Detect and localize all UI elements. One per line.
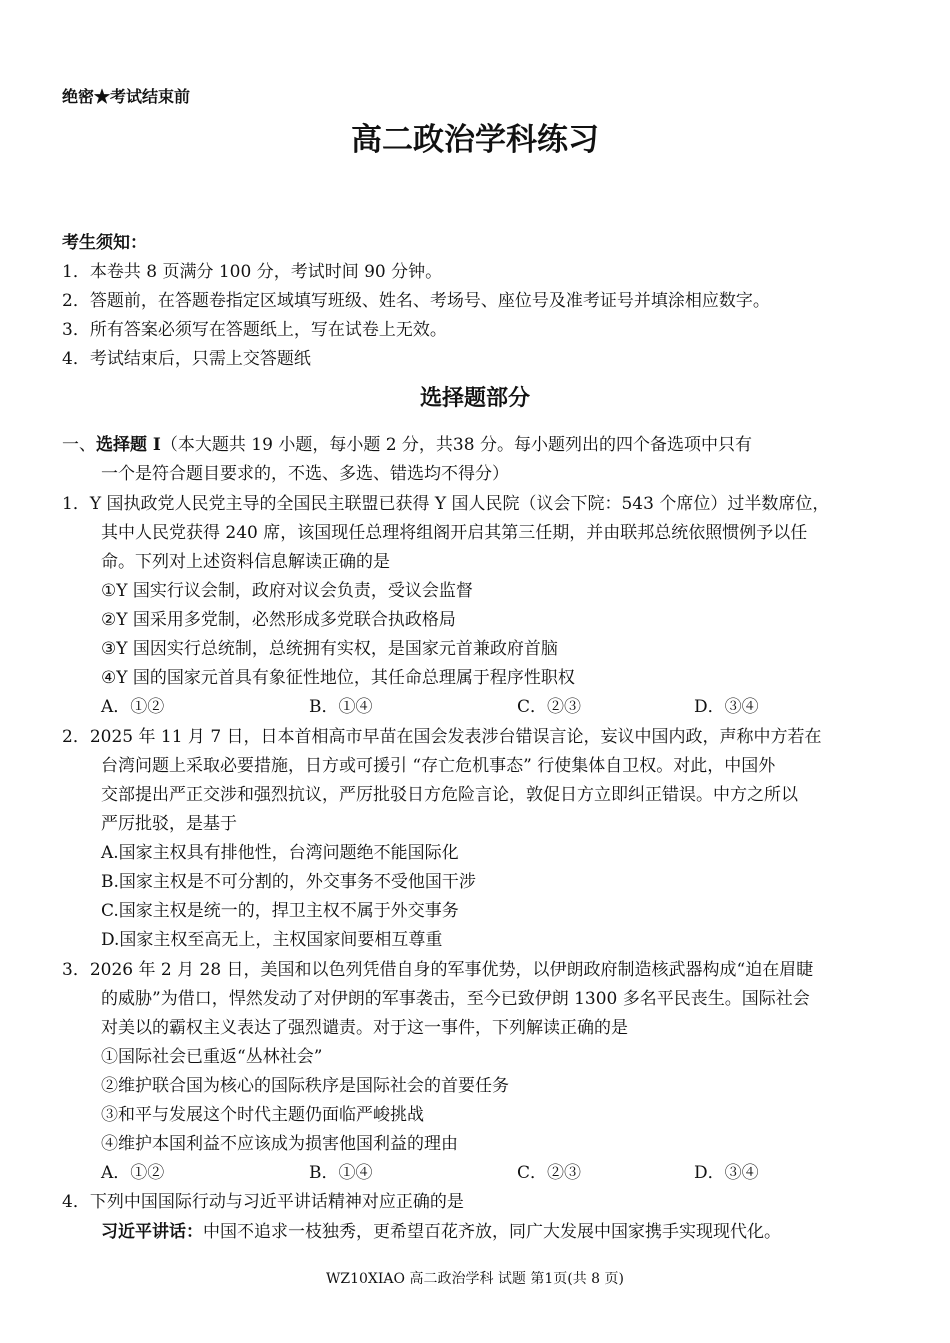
part-label: 选择题 Ⅰ xyxy=(96,435,161,455)
question-2-stem: 2．2025 年 11 月 7 日，日本首相高市早苗在国会发表涉台错误言论，妄议中国内政，声称中方若在 xyxy=(62,727,822,747)
question-2-stem: 台湾问题上采取必要措施，日方或可援引 “存亡危机事态” 行使集体自卫权。对此，中国外 xyxy=(101,756,776,776)
question-3-stem: 的威胁”为借口，悍然发动了对伊朗的军事袭击，至今已致伊朗 1300 多名平民丧生。国际社会 xyxy=(101,989,810,1009)
notice-item: 4．考试结束后，只需上交答题纸 xyxy=(62,349,311,369)
question-1-option-a: A．①② xyxy=(101,697,165,717)
notice-item: 3．所有答案必须写在答题纸上，写在试卷上无效。 xyxy=(62,320,447,340)
question-3-option-a: A．①② xyxy=(101,1163,165,1183)
notice-item: 2．答题前，在答题卷指定区域填写班级、姓名、考场号、座位号及准考证号并填涂相应数字。 xyxy=(62,291,770,311)
page-footer: WZ10XIAO 高二政治学科 试题 第1页(共 8 页) xyxy=(325,1271,624,1287)
notice-item: 1．本卷共 8 页满分 100 分，考试时间 90 分钟。 xyxy=(62,262,443,282)
question-1-statement: ③Y 国因实行总统制，总统拥有实权，是国家元首兼政府首脑 xyxy=(101,639,558,659)
question-3-statement: ②维护联合国为核心的国际秩序是国际社会的首要任务 xyxy=(101,1076,509,1096)
question-1-statement: ②Y 国采用多党制，必然形成多党联合执政格局 xyxy=(101,610,456,630)
question-1-stem: 命。下列对上述资料信息解读正确的是 xyxy=(101,552,390,572)
speech-label: 习近平讲话： xyxy=(101,1222,203,1242)
question-1-stem: 1．Y 国执政党人民党主导的全国民主联盟已获得 Y 国人民院（议会下院：543 个席位）过半数席位， xyxy=(62,494,830,514)
question-2-stem: 严厉批驳，是基于 xyxy=(101,814,237,834)
question-4-speech xyxy=(101,1217,781,1242)
part-prefix: 一、 xyxy=(62,435,96,455)
question-3-stem: 3．2026 年 2 月 28 日，美国和以色列凭借自身的军事优势，以伊朗政府制造核武器构成“迫在眉睫 xyxy=(62,960,814,980)
question-4-stem: 4．下列中国国际行动与习近平讲话精神对应正确的是 xyxy=(62,1192,464,1212)
question-2-option-a: A.国家主权具有排他性，台湾问题绝不能国际化 xyxy=(101,843,459,863)
part-description: （本大题共 19 小题，每小题 2 分，共38 分。每小题列出的四个备选项中只有 xyxy=(160,435,752,455)
question-1-statement: ④Y 国的国家元首具有象征性地位，其任命总理属于程序性职权 xyxy=(101,668,575,688)
question-2-option-b: B.国家主权是不可分割的，外交事务不受他国干涉 xyxy=(101,872,476,892)
question-3-option-c: C．②③ xyxy=(517,1163,582,1183)
question-3-statement: ①国际社会已重返“丛林社会” xyxy=(101,1047,323,1067)
question-3-statement: ④维护本国利益不应该成为损害他国利益的理由 xyxy=(101,1134,458,1154)
confidential-mark: 绝密★考试结束前 xyxy=(62,87,191,106)
question-3-statement: ③和平与发展这个时代主题仍面临严峻挑战 xyxy=(101,1105,424,1125)
question-2-option-d: D.国家主权至高无上，主权国家间要相互尊重 xyxy=(101,930,443,950)
question-2-option-c: C.国家主权是统一的，捍卫主权不属于外交事务 xyxy=(101,901,459,921)
question-3-stem: 对美以的霸权主义表达了强烈谴责。对于这一事件，下列解读正确的是 xyxy=(101,1018,628,1038)
part-header xyxy=(62,430,752,455)
question-1-option-d: D．③④ xyxy=(694,697,759,717)
question-3-option-b: B．①④ xyxy=(309,1163,373,1183)
question-1-option-b: B．①④ xyxy=(309,697,373,717)
question-3-option-d: D．③④ xyxy=(694,1163,759,1183)
speech-text: 中国不追求一枝独秀，更希望百花齐放，同广大发展中国家携手实现现代化。 xyxy=(203,1222,781,1242)
question-1-stem: 其中人民党获得 240 席，该国现任总理将组阁开启其第三任期，并由联邦总统依照惯例予以任 xyxy=(101,523,808,543)
question-1-statement: ①Y 国实行议会制，政府对议会负责，受议会监督 xyxy=(101,581,473,601)
part-description-cont: 一个是符合题目要求的，不选、多选、错选均不得分） xyxy=(101,464,509,484)
question-1-option-c: C．②③ xyxy=(517,697,582,717)
question-2-stem: 交部提出严正交涉和强烈抗议，严厉批驳日方危险言论，敦促日方立即纠正错误。中方之所以 xyxy=(101,785,798,805)
page-title: 高二政治学科练习 xyxy=(351,122,599,158)
notice-heading: 考生须知： xyxy=(62,233,147,253)
section-title: 选择题部分 xyxy=(419,385,530,411)
